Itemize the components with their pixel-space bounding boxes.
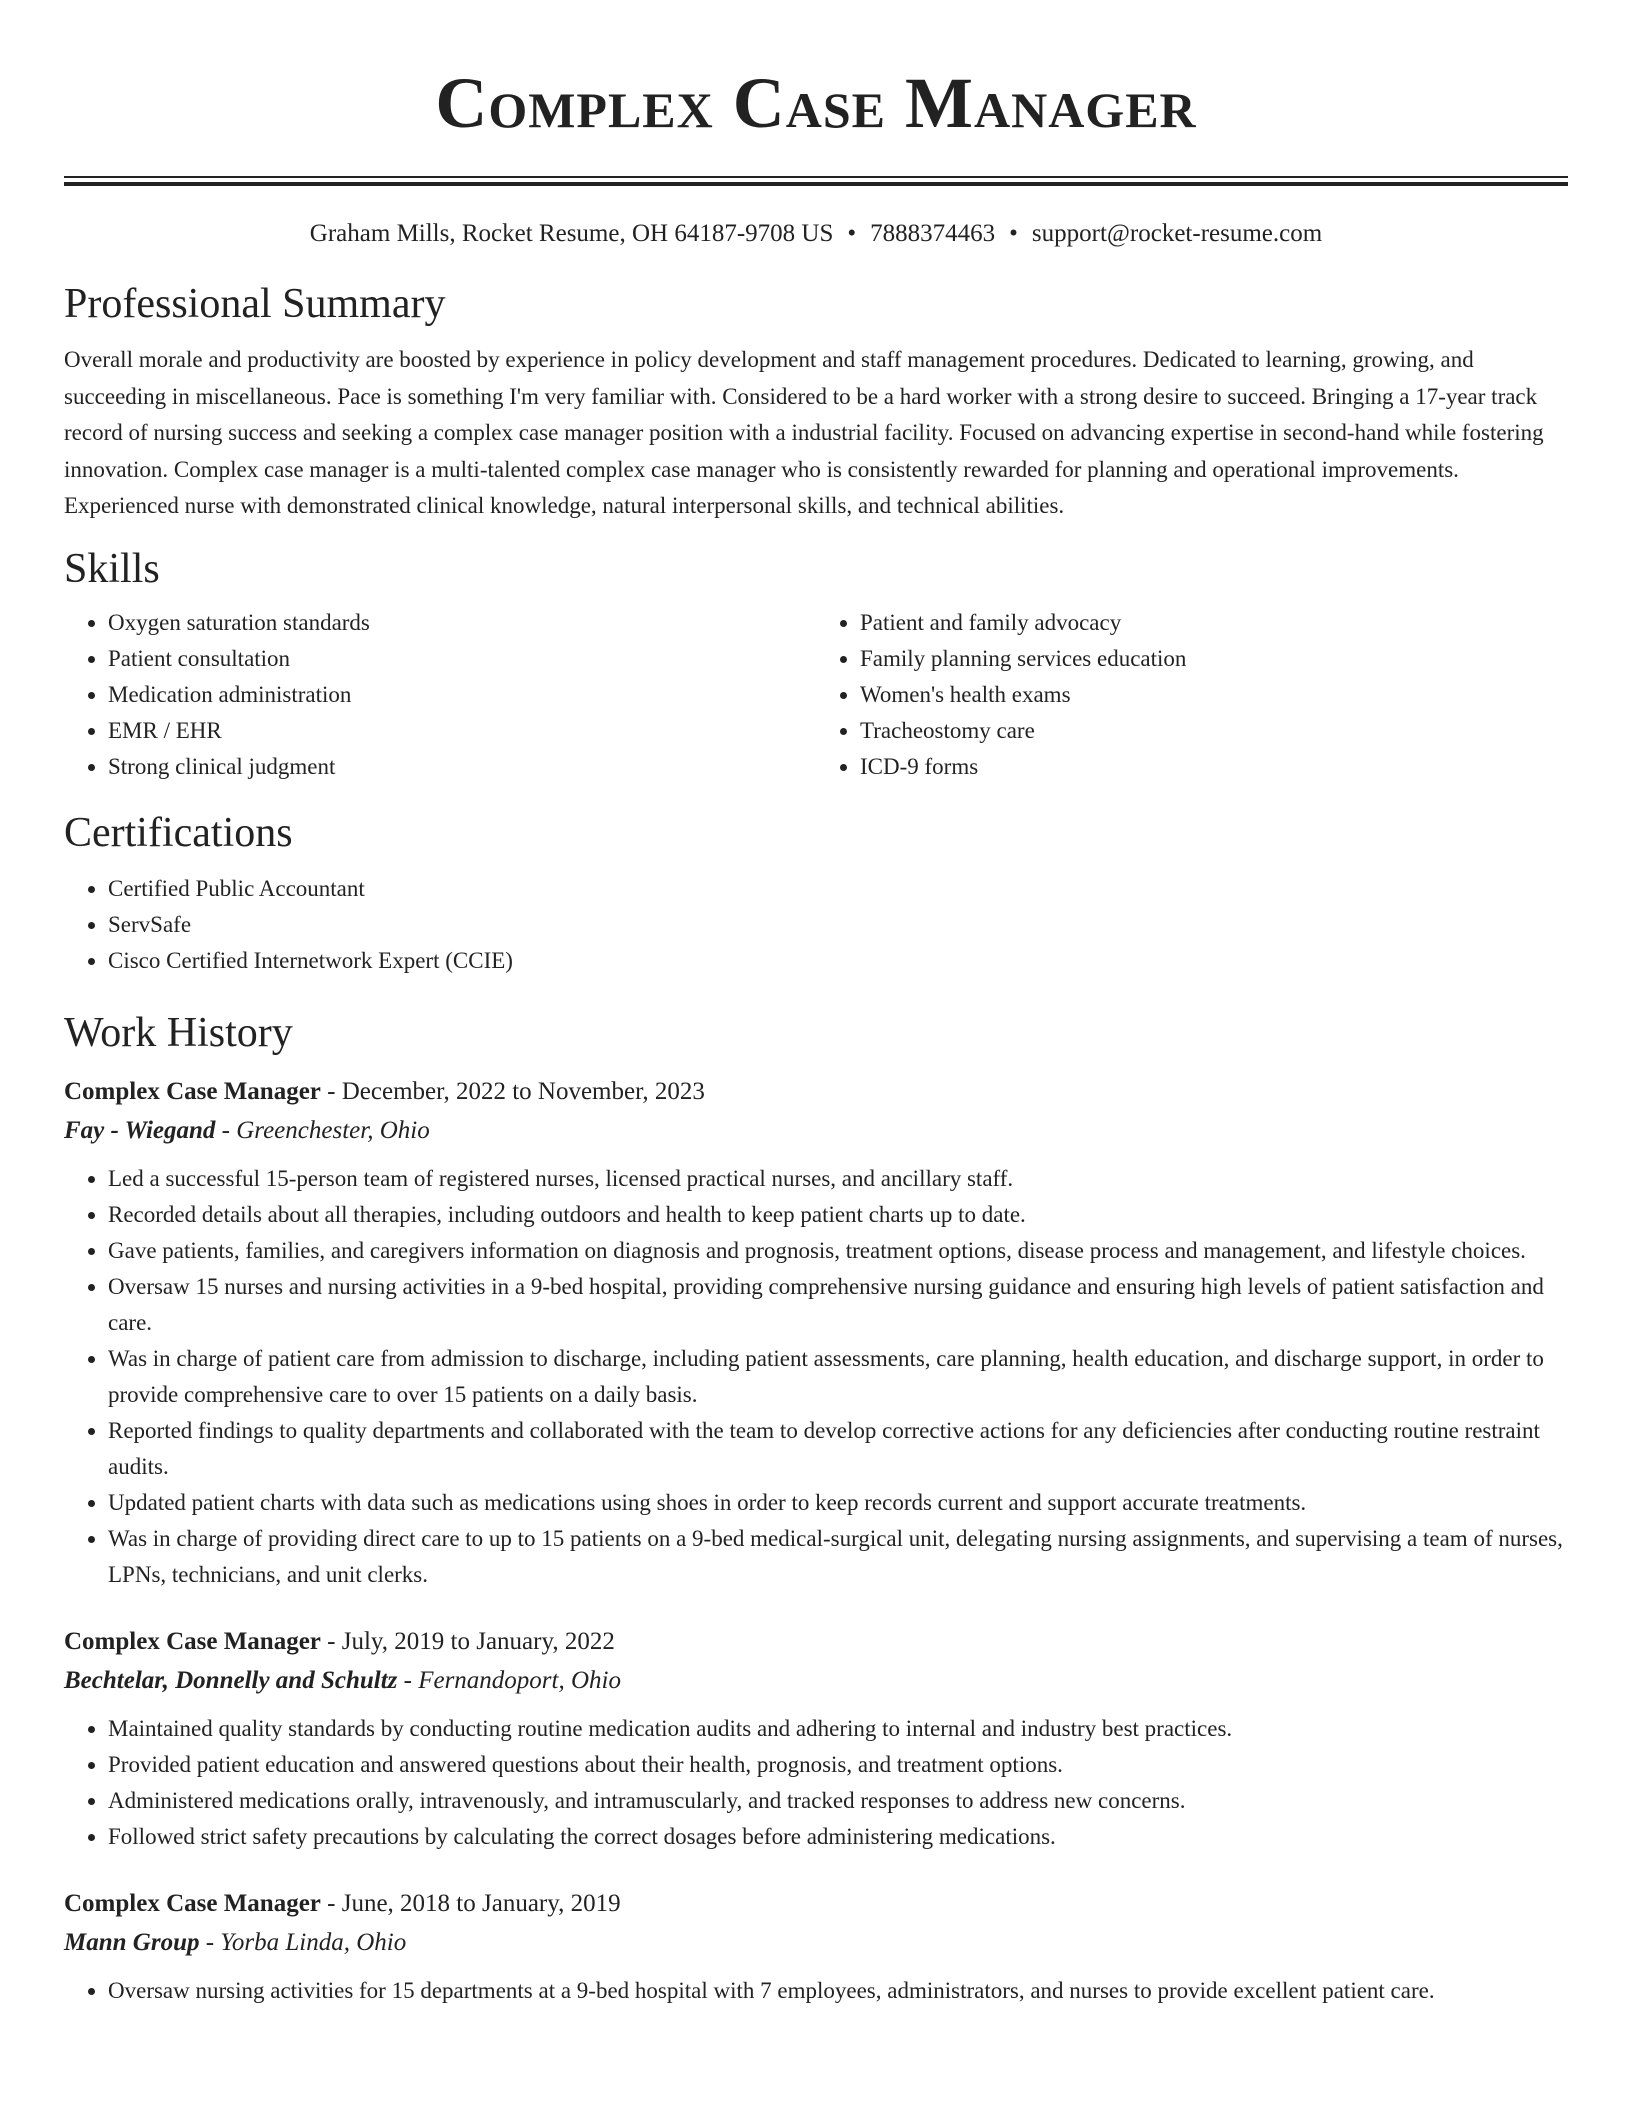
certification-item: • Cisco Certified Internetwork Expert (CCIE): [108, 943, 1568, 979]
skills-columns: [64, 605, 1568, 785]
skills-right-list: [816, 605, 1568, 785]
job-duties-list: [64, 1711, 1568, 1855]
job-company: Fay - Wiegand: [64, 1116, 216, 1144]
job-entry: [64, 1623, 1568, 1855]
contact-address: Graham Mills, Rocket Resume, OH 64187-9708 US: [309, 220, 834, 247]
job-header: [64, 1623, 1568, 1661]
job-company: Mann Group: [64, 1928, 200, 1956]
job-duty: • Oversaw 15 nurses and nursing activities in a 9-bed hospital, providing comprehensive nursing guidance and ensuring high levels of patient satisfaction and care.: [108, 1269, 1568, 1341]
job-title: Complex Case Manager: [64, 1627, 321, 1655]
skill-item: • ICD-9 forms: [860, 749, 1568, 785]
job-duty: • Provided patient education and answered questions about their health, prognosis, and treatment options.: [108, 1747, 1568, 1783]
job-location: - Fernandoport, Ohio: [397, 1666, 621, 1694]
skills-heading: Skills: [64, 545, 160, 592]
job-duty: • Followed strict safety precautions by calculating the correct dosages before administering medications.: [108, 1819, 1568, 1855]
skill-item: • EMR / EHR: [108, 713, 816, 749]
job-entry: [64, 1885, 1568, 2009]
contact-line: [64, 216, 1568, 252]
contact-separator: •: [1009, 220, 1018, 247]
contact-phone: 7888374463: [870, 220, 996, 247]
title-double-rule: [64, 176, 1568, 186]
job-location: - Greenchester, Ohio: [215, 1116, 430, 1144]
certifications-list: [64, 871, 1568, 979]
skill-item: • Medication administration: [108, 677, 816, 713]
job-company: Bechtelar, Donnelly and Schultz: [64, 1666, 398, 1694]
skills-left-list: [64, 605, 816, 785]
job-company-line: [64, 1661, 1568, 1701]
job-entry: [64, 1073, 1568, 1593]
job-header: [64, 1073, 1568, 1111]
skill-item: • Strong clinical judgment: [108, 749, 816, 785]
job-dates: - December, 2022 to November, 2023: [320, 1077, 705, 1105]
job-dates: - July, 2019 to January, 2022: [320, 1627, 615, 1655]
job-title: Complex Case Manager: [64, 1889, 321, 1917]
work-history-heading: Work History: [64, 1009, 293, 1056]
certifications-heading: Certifications: [64, 809, 293, 856]
job-location: - Yorba Linda, Ohio: [199, 1928, 407, 1956]
job-duty: • Gave patients, families, and caregivers information on diagnosis and prognosis, treatment options, disease process and management, and lifestyle choices.: [108, 1233, 1568, 1269]
skill-item: • Patient and family advocacy: [860, 605, 1568, 641]
job-company-line: [64, 1923, 1568, 1963]
job-duty: • Was in charge of providing direct care to up to 15 patients on a 9-bed medical-surgical unit, delegating nursing assignments, and supervising a team of nurses, LPNs, technicians, and unit clerks.: [108, 1521, 1568, 1593]
job-duties-list: [64, 1161, 1568, 1593]
skill-item: • Patient consultation: [108, 641, 816, 677]
job-duty: • Maintained quality standards by conducting routine medication audits and adhering to internal and industry best practices.: [108, 1711, 1568, 1747]
job-company-line: [64, 1111, 1568, 1151]
contact-separator: •: [847, 220, 857, 247]
certification-item: • Certified Public Accountant: [108, 871, 1568, 907]
job-duties-list: [64, 1973, 1568, 2009]
job-title: Complex Case Manager: [64, 1077, 321, 1105]
skill-item: • Family planning services education: [860, 641, 1568, 677]
job-duty: • Administered medications orally, intravenously, and intramuscularly, and tracked responses to address new concerns.: [108, 1783, 1568, 1819]
job-dates: - June, 2018 to January, 2019: [320, 1889, 621, 1917]
job-duty: • Reported findings to quality departments and collaborated with the team to develop corrective actions for any deficiencies after conducting routine restraint audits.: [108, 1413, 1568, 1485]
job-duty: • Led a successful 15-person team of registered nurses, licensed practical nurses, and ancillary staff.: [108, 1161, 1568, 1197]
contact-email: support@rocket-resume.com: [1031, 220, 1323, 247]
skill-item: • Tracheostomy care: [860, 713, 1568, 749]
skill-item: • Women's health exams: [860, 677, 1568, 713]
resume-title: Complex Case Manager: [435, 63, 1197, 143]
summary-heading: Professional Summary: [64, 281, 446, 327]
job-header: [64, 1885, 1568, 1923]
skill-item: • Oxygen saturation standards: [108, 605, 816, 641]
summary-text: Overall morale and productivity are boosted by experience in policy development and staff management procedures. Dedicated to learning, growing, and succeeding in miscellaneous. Pace is something I'm very familiar with. Considered to be a hard worker with a strong desire to succeed. Bringing a 17-year track record of nursing success and seeking a complex case manager position with a industrial facility. Focused on advancing expertise in second-hand while fostering innovation. Complex case manager is a multi-talented complex case manager who is consistently rewarded for planning and operational improvements. Experienced nurse with demonstrated clinical knowledge, natural interpersonal skills, and technical abilities.: [64, 347, 1544, 518]
job-duty: • Updated patient charts with data such as medications using shoes in order to keep records current and support accurate treatments.: [108, 1485, 1568, 1521]
job-duty: • Recorded details about all therapies, including outdoors and health to keep patient charts up to date.: [108, 1197, 1568, 1233]
certification-item: • ServSafe: [108, 907, 1568, 943]
job-duty: • Oversaw nursing activities for 15 departments at a 9-bed hospital with 7 employees, administrators, and nurses to provide excellent patient care.: [108, 1973, 1568, 2009]
job-duty: • Was in charge of patient care from admission to discharge, including patient assessments, care planning, health education, and discharge support, in order to provide comprehensive care to over 15 patients on a daily basis.: [108, 1341, 1568, 1413]
